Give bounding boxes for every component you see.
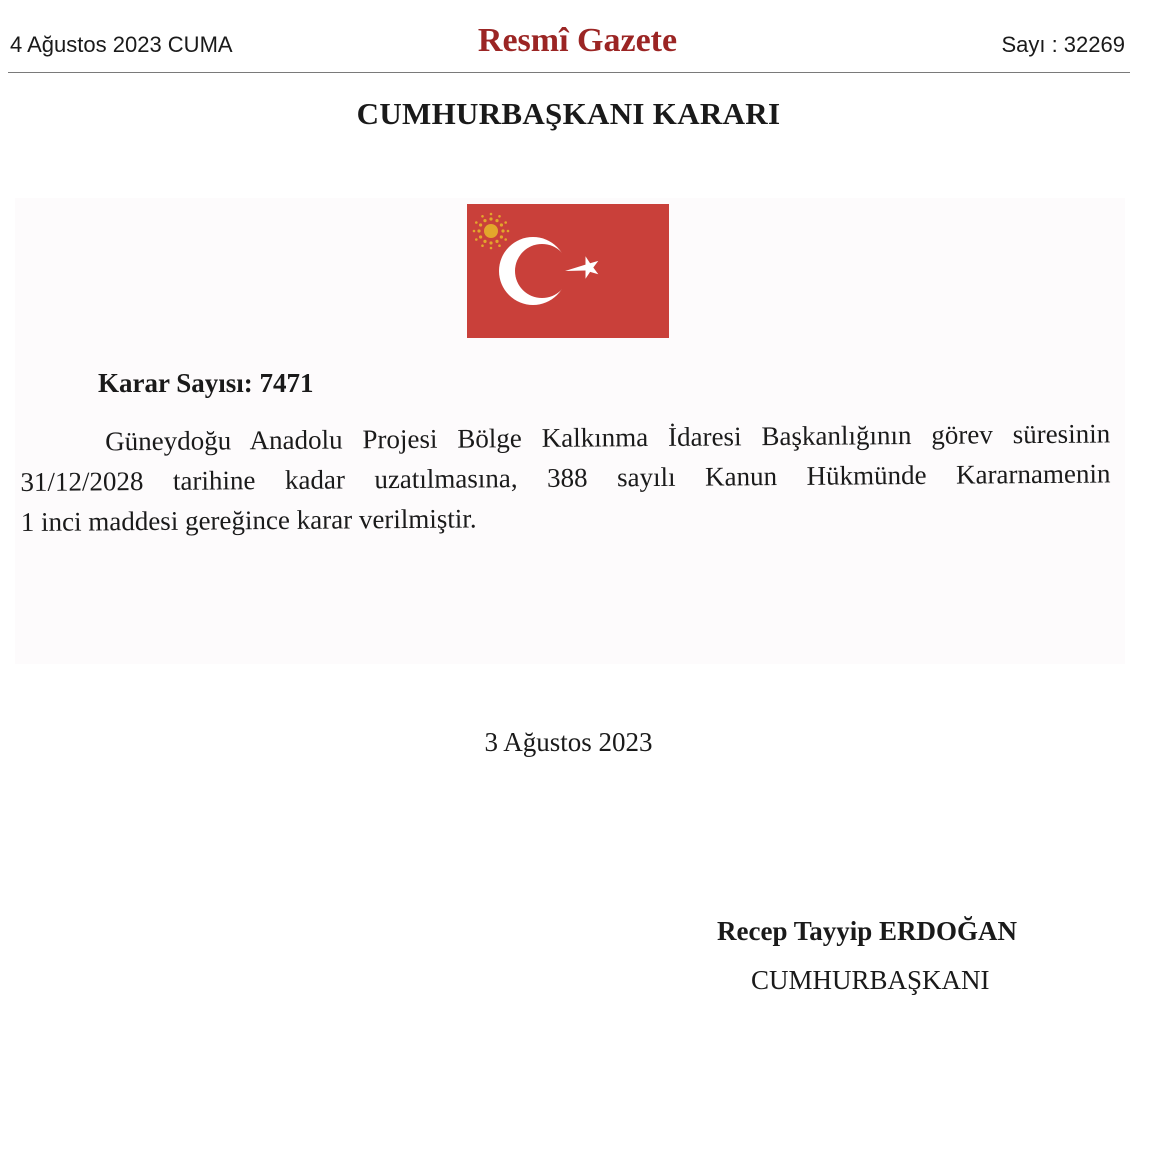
decision-body xyxy=(20,413,1111,542)
issue-number: Sayı : 32269 xyxy=(1001,32,1125,57)
turkish-flag-icon xyxy=(467,204,669,338)
publication-date: 4 Ağustos 2023 CUMA xyxy=(10,32,233,57)
body-line: 31/12/2028 tarihine kadar uzatılmasına, 388 sayılı Kanun Hükmünde Kararnamenin xyxy=(20,458,1111,497)
decision-number: Karar Sayısı: 7471 xyxy=(98,368,314,398)
body-line: Güneydoğu Anadolu Projesi Bölge Kalkınma İdaresi Başkanlığının görev süresinin xyxy=(105,418,1111,457)
signatory-title: CUMHURBAŞKANI xyxy=(751,965,990,995)
body-line: 1 inci maddesi gereğince karar verilmiştir. xyxy=(20,503,477,537)
gazette-title: Resmî Gazete xyxy=(477,22,678,59)
header-divider xyxy=(8,72,1130,73)
decision-date: 3 Ağustos 2023 xyxy=(484,727,653,757)
signatory-name: Recep Tayyip ERDOĞAN xyxy=(717,916,1018,946)
document-heading: CUMHURBAŞKANI KARARI xyxy=(356,96,781,131)
